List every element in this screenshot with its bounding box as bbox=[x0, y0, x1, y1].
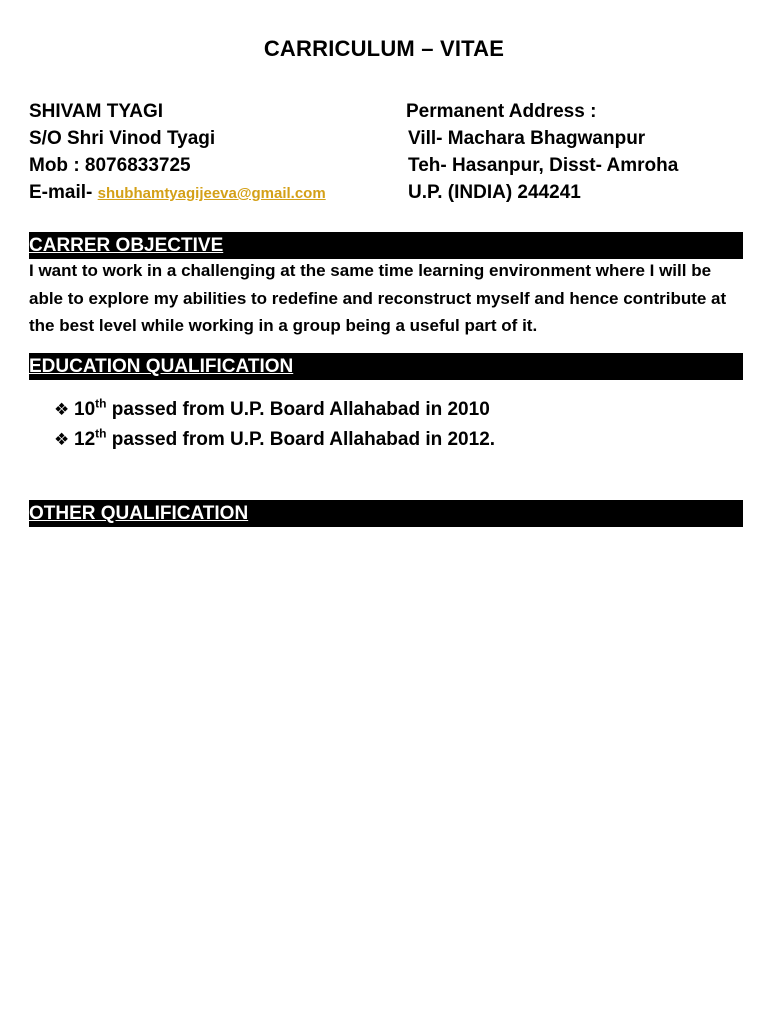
edu-year-number: 10 bbox=[74, 399, 96, 420]
candidate-name: SHIVAM TYAGI bbox=[29, 101, 164, 122]
address-line-2: Teh- Hasanpur, Disst- Amroha bbox=[408, 155, 679, 176]
edu-year-suffix: th bbox=[95, 426, 107, 441]
document-title: CARRICULUM – VITAE bbox=[263, 36, 505, 61]
address-line-3: U.P. (INDIA) 244241 bbox=[408, 182, 581, 203]
edu-year-number: 12 bbox=[74, 429, 96, 450]
address-line-1: Vill- Machara Bhagwanpur bbox=[408, 128, 646, 149]
email-label: E-mail- bbox=[29, 182, 93, 203]
email-line bbox=[29, 179, 409, 207]
father-name: S/O Shri Vinod Tyagi bbox=[29, 128, 216, 149]
permanent-address bbox=[406, 98, 746, 206]
address-heading: Permanent Address : bbox=[406, 101, 597, 122]
section-header-objective bbox=[29, 232, 743, 259]
education-heading: EDUCATION QUALIFICATION bbox=[29, 356, 294, 377]
section-header-other bbox=[29, 500, 743, 527]
list-item bbox=[54, 425, 734, 455]
other-heading: OTHER QUALIFICATION bbox=[29, 503, 249, 524]
edu-detail: passed from U.P. Board Allahabad in 2012. bbox=[106, 429, 496, 450]
diamond-bullet-icon: ❖ bbox=[54, 430, 70, 450]
objective-text: I want to work in a challenging at the same time learning environment where I will be able to explore my abilities to redefine and reconstruct myself and hence contribute at the best level while working in a group being a useful part of it. bbox=[29, 261, 727, 335]
personal-details bbox=[29, 98, 409, 207]
section-header-education bbox=[29, 353, 743, 380]
mobile-number: Mob : 8076833725 bbox=[29, 155, 191, 176]
edu-year-suffix: th bbox=[95, 396, 107, 411]
diamond-bullet-icon: ❖ bbox=[54, 400, 70, 420]
email-link[interactable]: shubhamtyagijeeva@gmail.com bbox=[97, 185, 326, 202]
list-item bbox=[54, 395, 734, 425]
edu-detail: passed from U.P. Board Allahabad in 2010 bbox=[106, 399, 490, 420]
objective-heading: CARRER OBJECTIVE bbox=[29, 235, 224, 256]
education-list bbox=[54, 395, 734, 455]
